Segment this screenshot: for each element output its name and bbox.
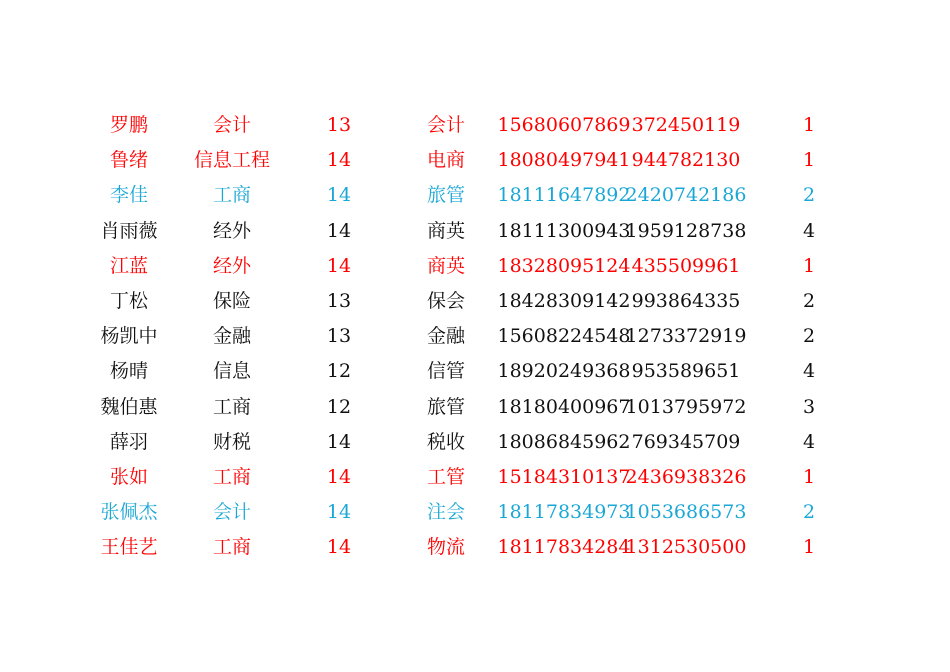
department-cell: 金融 [426, 325, 466, 348]
major-cell: 工商 [212, 395, 252, 418]
student-name-cell: 李佳 [109, 184, 149, 207]
grade-year-cell: 14 [326, 536, 352, 559]
department-cell: 旅管 [426, 184, 466, 207]
department-cell: 工管 [426, 465, 466, 488]
major-cell: 经外 [212, 219, 252, 242]
qq-number-cell: 1053686573 [625, 501, 747, 524]
phone-number-cell: 15680607869 [497, 114, 631, 136]
count-cell: 4 [802, 430, 816, 453]
qq-number-cell: 769345709 [631, 430, 741, 453]
department-cell: 旅管 [426, 395, 466, 418]
student-name-cell: 丁松 [109, 289, 149, 312]
phone-number-cell: 18111647892 [497, 184, 631, 207]
department-cell: 信管 [426, 360, 466, 383]
department-cell: 商英 [426, 254, 466, 277]
department-cell: 电商 [426, 149, 466, 172]
student-name-cell: 杨凯中 [100, 325, 158, 348]
qq-number-cell: 1959128738 [625, 219, 747, 242]
major-cell: 金融 [212, 325, 252, 348]
department-cell: 商英 [426, 219, 466, 242]
major-cell: 工商 [212, 465, 252, 488]
major-cell: 会计 [212, 501, 252, 524]
grade-year-cell: 13 [326, 114, 352, 136]
phone-number-cell: 15608224548 [497, 325, 631, 348]
student-name-cell: 杨晴 [109, 360, 149, 383]
table-row [0, 319, 950, 354]
qq-number-cell: 1312530500 [625, 536, 747, 559]
qq-number-cell: 1013795972 [625, 395, 747, 418]
qq-number-cell: 2436938326 [625, 465, 747, 488]
count-cell: 2 [802, 289, 816, 312]
student-name-cell: 张如 [109, 465, 149, 488]
phone-number-cell: 18117834973 [497, 501, 631, 524]
student-name-cell: 鲁绪 [109, 149, 149, 172]
count-cell: 2 [802, 325, 816, 348]
count-cell: 2 [802, 184, 816, 207]
table-row [0, 354, 950, 389]
count-cell: 1 [802, 465, 816, 488]
grade-year-cell: 14 [326, 501, 352, 524]
qq-number-cell: 435509961 [631, 254, 741, 277]
major-cell: 工商 [212, 536, 252, 559]
count-cell: 3 [802, 395, 816, 418]
roster-table [0, 108, 950, 565]
grade-year-cell: 13 [326, 289, 352, 312]
table-row [0, 530, 950, 565]
student-name-cell: 王佳艺 [100, 536, 158, 559]
student-name-cell: 魏伯惠 [100, 395, 158, 418]
table-row [0, 425, 950, 460]
phone-number-cell: 15184310137 [497, 465, 631, 488]
department-cell: 注会 [426, 501, 466, 524]
table-row [0, 495, 950, 530]
table-row [0, 108, 950, 143]
phone-number-cell: 18080497941 [497, 149, 631, 172]
grade-year-cell: 14 [326, 254, 352, 277]
qq-number-cell: 1273372919 [625, 325, 747, 348]
count-cell: 2 [802, 501, 816, 524]
phone-number-cell: 18428309142 [497, 289, 631, 312]
count-cell: 4 [802, 360, 816, 383]
table-row [0, 178, 950, 213]
count-cell: 1 [802, 114, 816, 136]
phone-number-cell: 18920249368 [497, 360, 631, 383]
qq-number-cell: 944782130 [631, 149, 741, 172]
table-row [0, 214, 950, 249]
table-row [0, 460, 950, 495]
grade-year-cell: 14 [326, 149, 352, 172]
major-cell: 信息 [212, 360, 252, 383]
major-cell: 信息工程 [193, 149, 271, 172]
student-name-cell: 薛羽 [109, 430, 149, 453]
major-cell: 经外 [212, 254, 252, 277]
grade-year-cell: 14 [326, 219, 352, 242]
phone-number-cell: 18328095124 [497, 254, 631, 277]
student-name-cell: 罗鹏 [109, 114, 149, 136]
qq-number-cell: 993864335 [631, 289, 741, 312]
grade-year-cell: 12 [326, 395, 352, 418]
major-cell: 会计 [212, 114, 252, 136]
count-cell: 1 [802, 149, 816, 172]
major-cell: 保险 [212, 289, 252, 312]
qq-number-cell: 953589651 [631, 360, 741, 383]
major-cell: 工商 [212, 184, 252, 207]
major-cell: 财税 [212, 430, 252, 453]
department-cell: 保会 [426, 289, 466, 312]
student-name-cell: 肖雨薇 [100, 219, 158, 242]
phone-number-cell: 18086845962 [497, 430, 631, 453]
student-name-cell: 张佩杰 [100, 501, 158, 524]
phone-number-cell: 18117834284 [497, 536, 631, 559]
grade-year-cell: 13 [326, 325, 352, 348]
grade-year-cell: 14 [326, 465, 352, 488]
count-cell: 4 [802, 219, 816, 242]
phone-number-cell: 18111300943 [497, 219, 631, 242]
department-cell: 税收 [426, 430, 466, 453]
qq-number-cell: 372450119 [631, 114, 741, 136]
student-name-cell: 江蓝 [109, 254, 149, 277]
department-cell: 物流 [426, 536, 466, 559]
qq-number-cell: 2420742186 [625, 184, 747, 207]
count-cell: 1 [802, 254, 816, 277]
grade-year-cell: 14 [326, 430, 352, 453]
table-row [0, 143, 950, 178]
table-row [0, 284, 950, 319]
table-row [0, 249, 950, 284]
department-cell: 会计 [426, 114, 466, 136]
grade-year-cell: 14 [326, 184, 352, 207]
count-cell: 1 [802, 536, 816, 559]
phone-number-cell: 18180400967 [497, 395, 631, 418]
table-row [0, 390, 950, 425]
grade-year-cell: 12 [326, 360, 352, 383]
